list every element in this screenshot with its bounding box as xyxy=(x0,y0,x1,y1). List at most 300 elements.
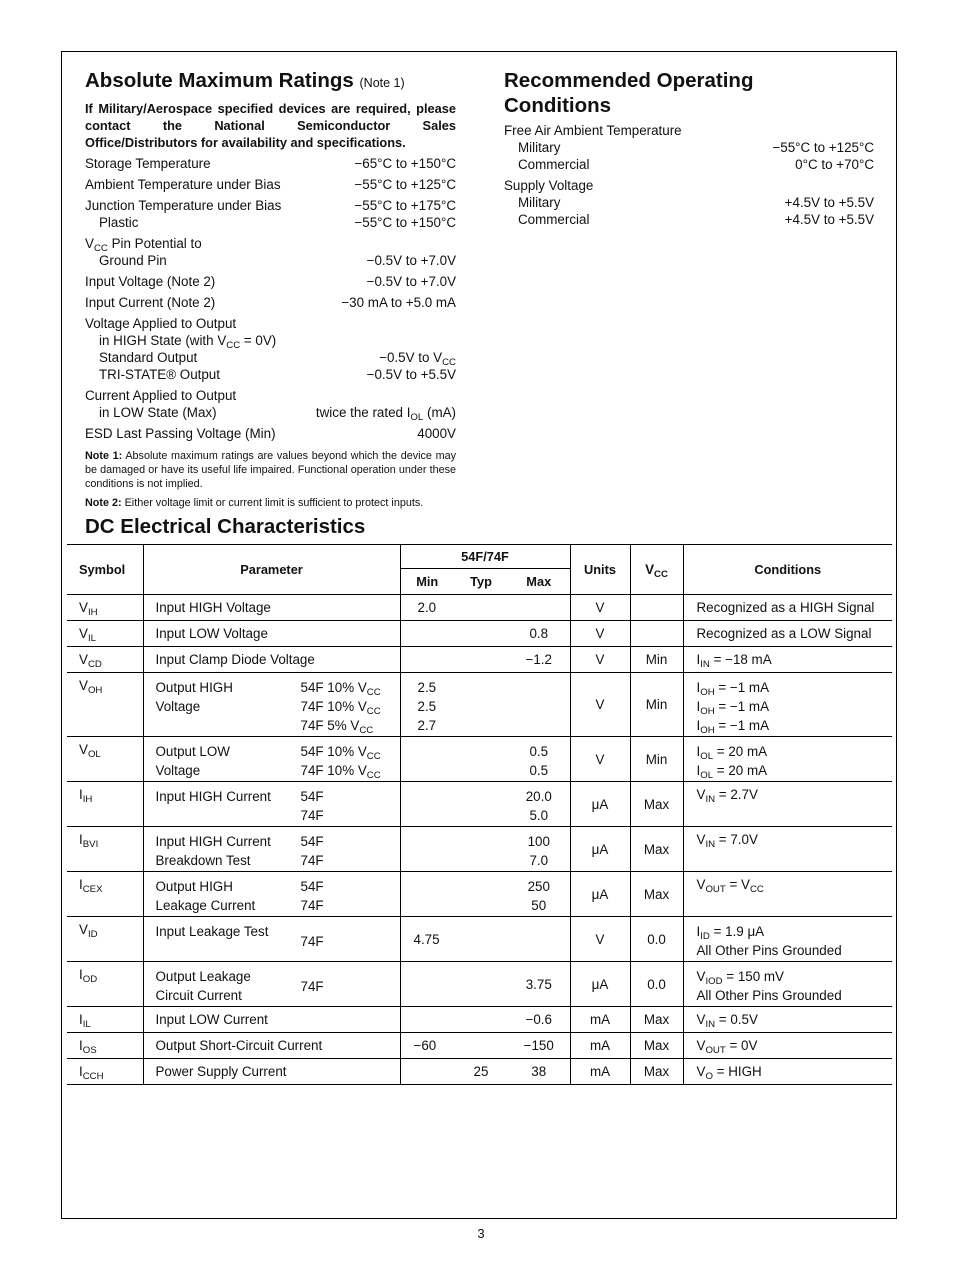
typ-cell xyxy=(454,962,508,1007)
table-row xyxy=(67,827,892,872)
rating-value: −65°C to +150°C xyxy=(354,156,456,171)
cond-part: V xyxy=(696,969,706,984)
roc-label: Military xyxy=(518,195,561,210)
cond-sub: OH xyxy=(700,725,715,736)
param-line: Input Leakage Test xyxy=(155,924,269,939)
min-cell: 2.0 xyxy=(400,595,454,621)
label-sub: CC xyxy=(93,243,108,254)
rating-value: −0.5V to +7.0V xyxy=(366,274,456,289)
param-lines xyxy=(156,967,301,1005)
vcc-cell: Max xyxy=(630,827,683,872)
cond-sub: OH xyxy=(700,706,715,717)
param-part: 74F xyxy=(300,934,324,949)
max-cell xyxy=(508,673,570,737)
vcc-part: V xyxy=(645,562,655,577)
conditions-cell xyxy=(683,673,892,737)
max-cell xyxy=(508,827,570,872)
param-sub-text: CC xyxy=(366,770,381,781)
footnote-label: Note 1: xyxy=(85,450,123,462)
cond-part: = V xyxy=(725,877,750,892)
cond-part: V xyxy=(696,1064,706,1079)
parameter-cell xyxy=(143,782,400,827)
min-cell xyxy=(400,1007,454,1033)
min-cell xyxy=(400,962,454,1007)
conditions-cell: Recognized as a HIGH Signal xyxy=(683,595,892,621)
max-value: 250 xyxy=(527,879,550,894)
value-part: −0.5V to V xyxy=(379,350,443,365)
typ-cell xyxy=(454,1033,508,1059)
sym: V xyxy=(79,626,88,641)
param-sub-text: CC xyxy=(359,725,374,736)
roc-title-line: Conditions xyxy=(504,94,612,117)
table-row xyxy=(67,673,892,737)
rating-label xyxy=(85,235,202,252)
min-cell xyxy=(400,1059,454,1085)
header-max: Max xyxy=(508,569,570,595)
value-sub: OL xyxy=(410,412,424,423)
sym: V xyxy=(79,678,88,693)
parameter-cell: Power Supply Current xyxy=(143,1059,400,1085)
symbol-cell xyxy=(67,1007,143,1033)
rating-label: TRI-STATE® Output xyxy=(99,367,220,382)
recommended-operating-conditions-section xyxy=(504,68,874,232)
roc-title xyxy=(504,68,874,118)
parameter-cell: Input LOW Current xyxy=(143,1007,400,1033)
min-value: 2.5 xyxy=(417,699,437,714)
units-cell: V xyxy=(570,595,630,621)
param-line: Leakage Current xyxy=(155,898,256,913)
min-value: 2.7 xyxy=(417,718,437,733)
footnote-text: Either voltage limit or current limit is sufficient to protect inputs. xyxy=(121,497,424,509)
sym-sub: CEX xyxy=(82,884,103,895)
cond-sub: OH xyxy=(700,687,715,698)
cond-sub: IN xyxy=(705,794,716,805)
cond-sub: IN xyxy=(700,659,710,670)
cond-sub: IN xyxy=(705,1019,716,1030)
rating-value: 4000V xyxy=(417,426,456,441)
table-row xyxy=(67,647,892,673)
min-cell xyxy=(400,647,454,673)
param-line: Input HIGH Current xyxy=(155,834,271,849)
vcc-cell: 0.0 xyxy=(630,962,683,1007)
param-line: Input HIGH Current xyxy=(155,789,271,804)
footnote-label: Note 2: xyxy=(85,497,122,509)
conditions-cell xyxy=(683,1059,892,1085)
units-cell: μA xyxy=(570,962,630,1007)
conditions-cell xyxy=(683,962,892,1007)
rating-value: −55°C to +175°C xyxy=(354,198,456,213)
typ-cell xyxy=(454,647,508,673)
min-cell: 4.75 xyxy=(400,917,454,962)
cond-part: = HIGH xyxy=(712,1064,762,1079)
max-cell xyxy=(508,782,570,827)
vcc-cell: Min xyxy=(630,737,683,782)
min-cell xyxy=(400,872,454,917)
rating-label: Input Voltage (Note 2) xyxy=(85,274,216,289)
symbol-cell xyxy=(67,827,143,872)
typ-cell: 25 xyxy=(454,1059,508,1085)
rating-esd xyxy=(85,425,456,442)
conditions-cell xyxy=(683,1033,892,1059)
cond-sub: OUT xyxy=(705,1045,726,1056)
min-cell xyxy=(400,782,454,827)
typ-cell xyxy=(454,621,508,647)
rating-label: Ground Pin xyxy=(99,253,167,268)
cond-sub: OL xyxy=(700,770,714,781)
units-cell: mA xyxy=(570,1059,630,1085)
rating-label: Plastic xyxy=(99,215,139,230)
rating-value: −0.5V to +7.0V xyxy=(366,253,456,268)
label-sub: CC xyxy=(226,340,241,351)
cond-part: = 20 mA xyxy=(713,744,768,759)
symbol-cell xyxy=(67,782,143,827)
parameter-cell: Input HIGH Voltage xyxy=(143,595,400,621)
cond-sub: OUT xyxy=(705,884,726,895)
units-cell: V xyxy=(570,917,630,962)
table-row xyxy=(67,1007,892,1033)
sym: V xyxy=(79,922,88,937)
param-sub xyxy=(301,697,381,716)
cond-part: = −18 mA xyxy=(709,652,772,667)
max-value: 100 xyxy=(527,834,550,849)
conditions-cell: Recognized as a LOW Signal xyxy=(683,621,892,647)
footnote-1 xyxy=(85,449,456,491)
symbol-cell xyxy=(67,621,143,647)
sym-sub: OD xyxy=(82,974,98,985)
value-sub: CC xyxy=(442,357,456,368)
conditions-cell xyxy=(683,872,892,917)
symbol-cell xyxy=(67,673,143,737)
units-cell: V xyxy=(570,647,630,673)
typ-cell xyxy=(454,673,508,737)
vcc-cell: Max xyxy=(630,872,683,917)
rating-input-current xyxy=(85,294,456,311)
symbol-cell xyxy=(67,1059,143,1085)
parameter-cell xyxy=(143,827,400,872)
param-line: Output HIGH xyxy=(155,879,233,894)
roc-label: Supply Voltage xyxy=(504,178,594,193)
roc-value: 0°C to +70°C xyxy=(795,157,874,172)
vcc-cell xyxy=(630,621,683,647)
header-conditions: Conditions xyxy=(683,545,892,595)
cond-sub: CC xyxy=(749,884,764,895)
cond-line: All Other Pins Grounded xyxy=(696,988,842,1003)
table-row xyxy=(67,872,892,917)
cond-part: = 1.9 μA xyxy=(709,924,765,939)
parameter-cell xyxy=(143,737,400,782)
rating-storage xyxy=(85,155,456,172)
roc-temperature xyxy=(504,122,874,228)
rating-label: Voltage Applied to Output xyxy=(85,316,237,331)
cond-part: = 2.7V xyxy=(715,787,758,802)
rating-label: Standard Output xyxy=(99,350,198,365)
cond-part: I xyxy=(696,652,701,667)
roc-label: Commercial xyxy=(518,157,590,172)
cond-part: = 0.5V xyxy=(715,1012,758,1027)
sym-sub: IL xyxy=(82,1019,91,1030)
cond-sub: OL xyxy=(700,751,714,762)
header-min: Min xyxy=(400,569,454,595)
table-row xyxy=(67,1033,892,1059)
roc-label: Free Air Ambient Temperature xyxy=(504,123,682,138)
sym: I xyxy=(79,877,83,892)
sym-sub: OH xyxy=(87,685,103,696)
parameter-cell xyxy=(143,917,400,962)
sym: I xyxy=(79,1012,83,1027)
sym-sub: ID xyxy=(87,929,98,940)
symbol-cell xyxy=(67,962,143,1007)
sym: V xyxy=(79,652,88,667)
typ-cell xyxy=(454,872,508,917)
param-part: 74F xyxy=(300,979,324,994)
cond-part: = 150 mV xyxy=(722,969,784,984)
max-cell: −150 xyxy=(508,1033,570,1059)
roc-label: Commercial xyxy=(518,212,590,227)
cond-part: V xyxy=(696,787,706,802)
max-value: 7.0 xyxy=(529,853,549,868)
typ-cell xyxy=(454,1007,508,1033)
param-part: 54F 10% V xyxy=(300,744,367,759)
header-vcc xyxy=(630,545,683,595)
header-symbol: Symbol xyxy=(67,545,143,595)
symbol-cell xyxy=(67,917,143,962)
max-value: 0.5 xyxy=(529,763,549,778)
typ-cell xyxy=(454,737,508,782)
min-cell: −60 xyxy=(400,1033,454,1059)
cond-part: V xyxy=(696,877,706,892)
param-line: Voltage xyxy=(155,699,201,714)
cond-part: = 20 mA xyxy=(713,763,768,778)
param-part: 54F xyxy=(300,879,324,894)
parameter-cell: Output Short-Circuit Current xyxy=(143,1033,400,1059)
rating-label: ESD Last Passing Voltage (Min) xyxy=(85,426,276,441)
military-warning: If Military/Aerospace specified devices are required, please contact the National Semiconductor Sales Office/Distributors for availability and specifications. xyxy=(85,101,456,150)
amr-title-note: (Note 1) xyxy=(359,76,405,90)
parameter-cell xyxy=(143,962,400,1007)
page-number: 3 xyxy=(477,1226,485,1241)
value-part: (mA) xyxy=(423,405,456,420)
param-line: Output HIGH xyxy=(155,680,233,695)
param-line: Voltage xyxy=(155,763,201,778)
max-value: 50 xyxy=(531,898,547,913)
sym: V xyxy=(79,600,88,615)
cond-part: I xyxy=(696,718,701,733)
sym: I xyxy=(79,832,83,847)
units-cell: mA xyxy=(570,1033,630,1059)
table-row xyxy=(67,917,892,962)
max-cell: −1.2 xyxy=(508,647,570,673)
absolute-maximum-ratings-section xyxy=(85,68,456,510)
param-sub xyxy=(301,716,374,735)
conditions-cell xyxy=(683,827,892,872)
parameter-cell: Input Clamp Diode Voltage xyxy=(143,647,400,673)
rating-value: −55°C to +150°C xyxy=(354,215,456,230)
cond-sub: ID xyxy=(700,931,710,942)
cond-part: V xyxy=(696,832,706,847)
conditions-cell xyxy=(683,737,892,782)
param-line: Output Leakage xyxy=(155,969,251,984)
rating-value xyxy=(379,349,456,366)
header-typ: Typ xyxy=(454,569,508,595)
value-part: twice the rated I xyxy=(315,405,411,420)
table-row xyxy=(67,737,892,782)
rating-label: Storage Temperature xyxy=(85,156,211,171)
vcc-cell: Max xyxy=(630,1007,683,1033)
rating-value: −30 mA to +5.0 mA xyxy=(341,295,456,310)
max-value: 20.0 xyxy=(525,789,552,804)
cond-part: I xyxy=(696,680,701,695)
max-cell: 3.75 xyxy=(508,962,570,1007)
param-line: Breakdown Test xyxy=(155,853,251,868)
max-cell xyxy=(508,595,570,621)
cond-part: I xyxy=(696,699,701,714)
param-line: Output LOW xyxy=(155,744,230,759)
header-parameter: Parameter xyxy=(143,545,400,595)
sym: V xyxy=(79,742,88,757)
parameter-cell: Input LOW Voltage xyxy=(143,621,400,647)
roc-title-line: Recommended Operating xyxy=(504,69,754,92)
rating-vcc-pin xyxy=(85,235,456,269)
parameter-cell xyxy=(143,673,400,737)
cond-part: I xyxy=(696,744,701,759)
sym: I xyxy=(79,787,83,802)
roc-label: Military xyxy=(518,140,561,155)
sym-sub: IL xyxy=(87,633,96,644)
sym-sub: OS xyxy=(82,1045,97,1056)
param-part: 74F xyxy=(300,853,324,868)
rating-ambient xyxy=(85,176,456,193)
typ-cell xyxy=(454,917,508,962)
conditions-cell xyxy=(683,1007,892,1033)
table-row xyxy=(67,621,892,647)
conditions-cell xyxy=(683,782,892,827)
sym: I xyxy=(79,1064,83,1079)
rating-value: −55°C to +125°C xyxy=(354,177,456,192)
dc-title: DC Electrical Characteristics xyxy=(85,515,366,538)
label-part: = 0V) xyxy=(240,333,277,348)
roc-value: +4.5V to +5.5V xyxy=(784,212,874,227)
param-line xyxy=(156,806,301,825)
rating-current-applied xyxy=(85,387,456,421)
cond-part: = 7.0V xyxy=(715,832,758,847)
min-cell xyxy=(400,673,454,737)
param-part: 54F xyxy=(300,789,324,804)
units-cell: V xyxy=(570,621,630,647)
label-part: V xyxy=(85,236,94,251)
rating-label: in LOW State (Max) xyxy=(99,405,217,420)
max-cell: 0.8 xyxy=(508,621,570,647)
param-sub xyxy=(301,678,381,697)
param-sub-text: CC xyxy=(366,751,381,762)
cond-part: V xyxy=(696,1038,706,1053)
vcc-cell: Min xyxy=(630,673,683,737)
units-cell: μA xyxy=(570,872,630,917)
roc-value: +4.5V to +5.5V xyxy=(784,195,874,210)
label-part: in HIGH State (with V xyxy=(99,333,227,348)
param-part: 74F 10% V xyxy=(300,763,367,778)
symbol-cell xyxy=(67,737,143,782)
footnote-2 xyxy=(85,496,456,510)
cond-part: = −1 mA xyxy=(714,718,770,733)
rating-voltage-applied xyxy=(85,315,456,383)
min-cell xyxy=(400,827,454,872)
cond-part: = −1 mA xyxy=(714,699,770,714)
symbol-cell xyxy=(67,647,143,673)
max-cell xyxy=(508,917,570,962)
vcc-cell: Max xyxy=(630,1059,683,1085)
footnote-text: Absolute maximum ratings are values beyond which the device may be damaged or have its useful life impaired. Functional operation under these conditions is not implied. xyxy=(85,450,456,490)
symbol-cell xyxy=(67,1033,143,1059)
rating-junction xyxy=(85,197,456,231)
vcc-sub: CC xyxy=(654,569,668,580)
cond-line: All Other Pins Grounded xyxy=(696,943,842,958)
rating-label: Input Current (Note 2) xyxy=(85,295,216,310)
table-row xyxy=(67,1059,892,1085)
units-cell: V xyxy=(570,737,630,782)
param-part: 74F 10% V xyxy=(300,699,367,714)
rating-label: Current Applied to Output xyxy=(85,388,237,403)
sym-sub: IH xyxy=(87,607,98,618)
table-row xyxy=(67,962,892,1007)
cond-part: = 0V xyxy=(725,1038,758,1053)
units-cell: mA xyxy=(570,1007,630,1033)
min-cell xyxy=(400,621,454,647)
vcc-cell: Min xyxy=(630,647,683,673)
symbol-cell xyxy=(67,872,143,917)
units-cell: μA xyxy=(570,827,630,872)
max-cell: 38 xyxy=(508,1059,570,1085)
header-group: 54F/74F xyxy=(400,545,570,569)
table-row xyxy=(67,595,892,621)
sym-sub: BVI xyxy=(82,839,99,850)
label-part: Pin Potential to xyxy=(107,236,202,251)
rating-input-voltage xyxy=(85,273,456,290)
dc-characteristics-table xyxy=(67,544,892,1085)
param-sub xyxy=(301,742,381,761)
param-sub xyxy=(301,761,381,780)
units-cell: μA xyxy=(570,782,630,827)
vcc-cell xyxy=(630,595,683,621)
typ-cell xyxy=(454,782,508,827)
rating-label xyxy=(85,332,276,349)
param-part: 74F xyxy=(300,898,324,913)
min-value: 2.5 xyxy=(417,680,437,695)
amr-title-text: Absolute Maximum Ratings xyxy=(85,69,354,92)
cond-sub: IOD xyxy=(705,976,723,987)
cond-part: = −1 mA xyxy=(714,680,770,695)
max-cell xyxy=(508,737,570,782)
amr-title xyxy=(85,68,456,96)
cond-part: I xyxy=(696,924,701,939)
rating-label: Junction Temperature under Bias xyxy=(85,198,282,213)
sym: I xyxy=(79,967,83,982)
sym: I xyxy=(79,1038,83,1053)
units-cell: V xyxy=(570,673,630,737)
param-sub-text: CC xyxy=(366,687,381,698)
param-part: 54F xyxy=(300,834,324,849)
cond-sub: IN xyxy=(705,839,716,850)
typ-cell xyxy=(454,827,508,872)
cond-part: V xyxy=(696,1012,706,1027)
param-part: 74F 5% V xyxy=(300,718,360,733)
parameter-cell xyxy=(143,872,400,917)
sym-sub: OL xyxy=(87,749,101,760)
rating-value xyxy=(316,404,456,421)
rating-value: −0.5V to +5.5V xyxy=(366,367,456,382)
param-part: 54F 10% V xyxy=(300,680,367,695)
rating-label: Ambient Temperature under Bias xyxy=(85,177,281,192)
sym-sub: IH xyxy=(82,794,93,805)
